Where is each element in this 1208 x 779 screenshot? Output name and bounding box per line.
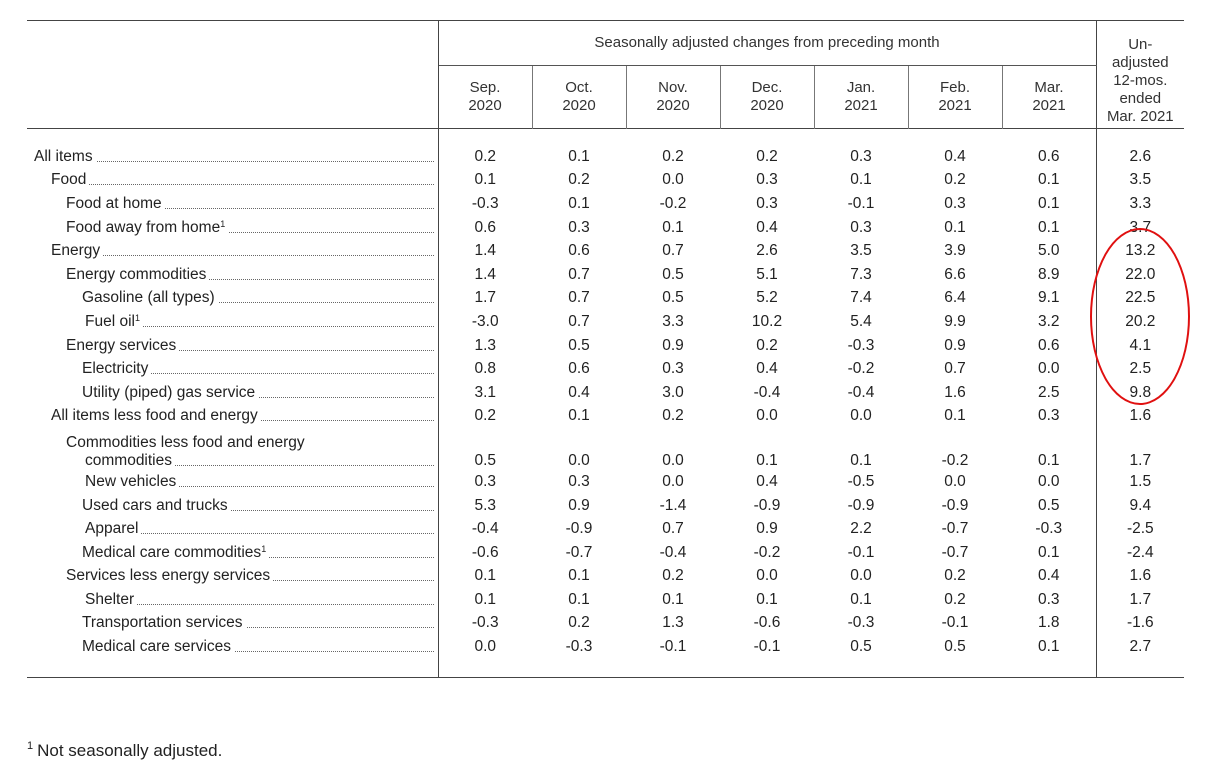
dot-leader	[51, 255, 434, 256]
row-label	[27, 239, 438, 263]
monthly-change-value: 0.1	[1037, 218, 1060, 236]
monthly-change-value: 0.1	[850, 590, 872, 608]
row-label	[27, 310, 438, 334]
monthly-change-value: 0.2	[568, 171, 590, 189]
footnote-ref: 1	[220, 218, 226, 229]
monthly-change-value: 0.1	[568, 407, 590, 425]
monthly-change-value: 0.7	[944, 360, 966, 378]
unadjusted-value: 9.4	[1096, 494, 1184, 518]
row-label	[27, 129, 438, 169]
month-header-month: Feb.	[939, 79, 970, 96]
monthly-change-value: 0.1	[1037, 194, 1060, 212]
monthly-change-value: 0.1	[756, 590, 778, 608]
row-label-text	[27, 452, 434, 470]
monthly-change-value: 0.5	[662, 265, 684, 283]
monthly-change-value: 0.1	[944, 407, 966, 425]
row-label	[27, 263, 438, 287]
unadjusted-value: -1.6	[1096, 612, 1184, 636]
row-label-text	[27, 544, 434, 562]
table-row	[27, 357, 1184, 381]
unadjusted-value: 22.0	[1096, 263, 1184, 287]
monthly-change-value: -0.9	[941, 496, 969, 514]
monthly-change-value: 0.1	[568, 590, 590, 608]
monthly-change-value: 0.0	[662, 171, 684, 189]
monthly-change-value: 0.3	[1037, 407, 1060, 425]
monthly-change-value: 3.5	[850, 242, 872, 260]
monthly-change-value: 0.7	[662, 242, 684, 260]
monthly-change-value: 0.2	[474, 147, 497, 165]
row-label-text	[27, 195, 434, 213]
monthly-change-value: 0.0	[1037, 472, 1060, 490]
monthly-change-value: 0.3	[568, 472, 590, 490]
unadjusted-header	[1096, 21, 1184, 129]
monthly-change-value: 0.9	[944, 336, 966, 354]
monthly-change-value: 0.7	[568, 312, 590, 330]
unadjusted-header-line: Un-	[1128, 36, 1153, 53]
row-label-name: Used cars and trucks	[82, 496, 228, 514]
monthly-change-value: -0.3	[565, 638, 593, 656]
unadjusted-header-line: adjusted	[1111, 54, 1169, 71]
monthly-change-value: 2.5	[1037, 383, 1060, 401]
monthly-change-value: -0.6	[753, 614, 781, 632]
monthly-change-value: 0.6	[1037, 147, 1060, 165]
monthly-change-value: -0.7	[941, 543, 969, 561]
monthly-change-value: 0.9	[568, 496, 590, 514]
monthly-change-value: 10.2	[751, 312, 783, 330]
monthly-change-value: 0.1	[568, 147, 590, 165]
row-label-name: Services less energy services	[66, 567, 271, 585]
monthly-change-value: -0.2	[847, 360, 875, 378]
monthly-change-value: -0.3	[471, 614, 499, 632]
row-label-text	[27, 171, 434, 189]
table-row	[27, 428, 1184, 470]
monthly-change-value: 0.0	[568, 452, 590, 470]
unadjusted-value: 1.7	[1096, 588, 1184, 612]
row-label-text	[27, 567, 434, 585]
monthly-change-value: 0.1	[944, 218, 966, 236]
table-row	[27, 381, 1184, 405]
month-header-year: 2020	[656, 97, 690, 114]
monthly-change-value: 0.1	[1037, 452, 1060, 470]
monthly-change-value: 0.9	[662, 336, 684, 354]
monthly-change-value: 0.6	[568, 242, 590, 260]
unadjusted-value: 13.2	[1096, 239, 1184, 263]
table-row	[27, 494, 1184, 518]
table-row	[27, 517, 1184, 541]
row-label	[27, 565, 438, 589]
monthly-change-value: -0.4	[659, 543, 687, 561]
monthly-change-value: -0.3	[1035, 520, 1063, 538]
row-label-text	[27, 289, 434, 307]
unadjusted-value: 1.7	[1096, 428, 1184, 470]
month-header	[720, 66, 814, 129]
monthly-change-value: 0.1	[474, 590, 497, 608]
monthly-change-value: 0.1	[1037, 171, 1060, 189]
monthly-change-value: 0.7	[568, 265, 590, 283]
row-label-text	[27, 384, 434, 402]
month-header-year: 2021	[1032, 97, 1066, 114]
table-row	[27, 263, 1184, 287]
month-header	[814, 66, 908, 129]
monthly-change-value: 0.3	[1037, 590, 1060, 608]
row-label	[27, 517, 438, 541]
row-label-name: Medical care commodities	[82, 543, 262, 561]
row-label	[27, 334, 438, 358]
monthly-change-value: 0.0	[944, 472, 966, 490]
monthly-change-value: -0.1	[847, 543, 875, 561]
row-label-text	[27, 148, 434, 166]
unadjusted-value: 22.5	[1096, 287, 1184, 311]
monthly-change-value: 0.3	[756, 171, 778, 189]
monthly-change-value: 0.5	[474, 452, 497, 470]
monthly-change-value: 8.9	[1037, 265, 1060, 283]
monthly-change-value: 0.4	[568, 383, 590, 401]
table-row	[27, 192, 1184, 216]
monthly-change-value: 1.4	[474, 242, 497, 260]
monthly-change-value: -3.0	[471, 312, 499, 330]
monthly-change-value: 0.5	[662, 289, 684, 307]
row-label-name: Energy	[51, 242, 101, 260]
monthly-change-value: -0.3	[471, 194, 499, 212]
row-label	[27, 588, 438, 612]
monthly-change-value: 0.8	[474, 360, 497, 378]
month-header-year: 2020	[750, 97, 784, 114]
monthly-change-value: 0.1	[850, 452, 872, 470]
month-header-year: 2021	[844, 97, 878, 114]
monthly-change-value: 1.4	[474, 265, 497, 283]
monthly-change-value: 0.4	[1037, 567, 1060, 585]
unadjusted-value: 2.7	[1096, 635, 1184, 677]
row-label	[27, 287, 438, 311]
monthly-change-value: 0.3	[756, 194, 778, 212]
monthly-change-value: -0.9	[753, 496, 781, 514]
month-header-year: 2020	[562, 97, 596, 114]
row-label-text	[27, 638, 434, 656]
unadjusted-header-line: Mar. 2021	[1106, 108, 1174, 125]
unadjusted-value: 2.5	[1096, 357, 1184, 381]
monthly-change-value: 0.4	[756, 218, 778, 236]
monthly-change-value: -0.2	[753, 543, 781, 561]
monthly-change-value: 0.2	[944, 567, 966, 585]
monthly-change-value: 0.3	[568, 218, 590, 236]
table-row	[27, 287, 1184, 311]
monthly-change-value: 0.1	[662, 590, 684, 608]
table-row	[27, 541, 1184, 565]
monthly-change-value: 1.7	[474, 289, 497, 307]
monthly-change-value: 0.0	[756, 567, 778, 585]
monthly-change-value: 0.1	[850, 171, 872, 189]
row-label-text	[27, 242, 434, 260]
monthly-change-value: 0.2	[756, 336, 778, 354]
monthly-change-value: 5.1	[756, 265, 778, 283]
table-row	[27, 635, 1184, 677]
monthly-change-value: -0.4	[847, 383, 875, 401]
table-row	[27, 310, 1184, 334]
monthly-change-value: 0.0	[474, 638, 497, 656]
row-label-name: Energy commodities	[66, 265, 207, 283]
monthly-change-value: -0.1	[753, 638, 781, 656]
month-header-month: Dec.	[751, 79, 783, 96]
row-label	[27, 428, 438, 470]
table-row	[27, 612, 1184, 636]
table-row	[27, 565, 1184, 589]
row-label-text	[27, 337, 434, 355]
footnote-ref: 1	[261, 543, 267, 554]
monthly-change-value: -0.1	[847, 194, 875, 212]
row-label-name: Utility (piped) gas service	[82, 383, 256, 401]
monthly-change-value: 0.2	[756, 147, 778, 165]
monthly-change-value: 6.4	[944, 289, 966, 307]
row-label-text	[27, 360, 434, 378]
table-row	[27, 169, 1184, 193]
row-label-name: Medical care services	[82, 638, 232, 656]
row-label	[27, 405, 438, 429]
monthly-change-value: 0.1	[474, 567, 497, 585]
monthly-change-value: -0.6	[471, 543, 499, 561]
row-label	[27, 381, 438, 405]
unadjusted-header-line: ended	[1119, 90, 1162, 107]
monthly-change-value: 0.5	[944, 638, 966, 656]
monthly-change-value: 0.6	[1037, 336, 1060, 354]
monthly-change-value: 0.3	[850, 147, 872, 165]
unadjusted-value: 1.6	[1096, 405, 1184, 429]
row-label-name: Transportation services	[82, 614, 243, 632]
monthly-change-value: 1.8	[1037, 614, 1060, 632]
monthly-change-value: 0.3	[944, 194, 966, 212]
row-label-name: Food at home	[66, 194, 162, 212]
unadjusted-value: 3.7	[1096, 216, 1184, 240]
monthly-change-value: 0.0	[850, 407, 872, 425]
monthly-change-value: 0.1	[474, 171, 497, 189]
month-header-month: Sep.	[469, 79, 501, 96]
unadjusted-value: 1.6	[1096, 565, 1184, 589]
row-label	[27, 470, 438, 494]
monthly-change-value: 1.6	[944, 383, 966, 401]
row-label-name: New vehicles	[85, 472, 177, 490]
row-label-text	[27, 407, 434, 425]
monthly-change-value: 0.1	[568, 194, 590, 212]
table-body	[27, 129, 1184, 678]
row-label	[27, 541, 438, 565]
monthly-change-value: 5.0	[1037, 242, 1060, 260]
monthly-change-value: 3.0	[662, 383, 684, 401]
monthly-change-value: -0.4	[471, 520, 499, 538]
monthly-change-value: -1.4	[659, 496, 687, 514]
monthly-change-value: 0.9	[756, 520, 778, 538]
monthly-change-value: -0.9	[847, 496, 875, 514]
monthly-change-value: 0.1	[568, 567, 590, 585]
dot-leader	[85, 604, 434, 605]
table-row	[27, 216, 1184, 240]
month-header	[908, 66, 1002, 129]
row-label	[27, 635, 438, 677]
unadjusted-value: 9.8	[1096, 381, 1184, 405]
monthly-change-value: 3.1	[474, 383, 497, 401]
row-label-name: Food away from home	[66, 218, 221, 236]
month-header-month: Oct.	[565, 79, 593, 96]
row-label-text	[27, 497, 434, 515]
table-header	[27, 21, 1184, 129]
unadjusted-header-line: 12-mos.	[1113, 72, 1168, 89]
monthly-change-value: -0.4	[753, 383, 781, 401]
row-label	[27, 494, 438, 518]
unadjusted-value: 3.3	[1096, 192, 1184, 216]
monthly-change-value: 0.3	[474, 472, 497, 490]
unadjusted-value: -2.4	[1096, 541, 1184, 565]
monthly-change-value: 0.0	[850, 567, 872, 585]
monthly-change-value: 7.3	[850, 265, 872, 283]
monthly-change-value: 7.4	[850, 289, 872, 307]
cpi-change-table	[27, 20, 1184, 678]
monthly-change-value: 0.5	[568, 336, 590, 354]
monthly-change-value: -0.5	[847, 472, 875, 490]
monthly-change-value: 0.6	[568, 360, 590, 378]
label-column-header	[27, 21, 438, 129]
monthly-change-value: 0.1	[662, 218, 684, 236]
monthly-change-value: 0.5	[1037, 496, 1060, 514]
monthly-change-value: 3.3	[662, 312, 684, 330]
month-header-year: 2021	[938, 97, 972, 114]
monthly-change-value: 0.4	[944, 147, 966, 165]
month-header-month: Mar.	[1034, 79, 1064, 96]
monthly-change-value: 2.6	[756, 242, 778, 260]
monthly-change-value: -0.3	[847, 614, 875, 632]
monthly-change-value: 0.2	[662, 147, 684, 165]
monthly-change-value: 0.0	[756, 407, 778, 425]
monthly-change-value: 5.3	[474, 496, 497, 514]
monthly-change-value: 9.1	[1037, 289, 1060, 307]
row-label	[27, 169, 438, 193]
unadjusted-value: 2.6	[1096, 129, 1184, 169]
table-row	[27, 334, 1184, 358]
monthly-change-value: 0.3	[850, 218, 872, 236]
month-header-month: Jan.	[846, 79, 876, 96]
footnote	[27, 741, 222, 761]
monthly-change-value: 0.1	[756, 452, 778, 470]
monthly-change-value: -0.7	[941, 520, 969, 538]
seasonally-adjusted-header: Seasonally adjusted changes from preceding month	[438, 21, 1096, 66]
row-label-name: Shelter	[85, 590, 135, 608]
row-label	[27, 612, 438, 636]
table-row	[27, 588, 1184, 612]
row-label-name: Electricity	[82, 360, 149, 378]
monthly-change-value: 5.2	[756, 289, 778, 307]
row-label-text	[27, 520, 434, 538]
monthly-change-value: 1.3	[662, 614, 684, 632]
monthly-change-value: 9.9	[944, 312, 966, 330]
row-label-text	[27, 219, 434, 237]
monthly-change-value: 0.0	[1037, 360, 1060, 378]
table-row	[27, 405, 1184, 429]
monthly-change-value: 0.2	[568, 614, 590, 632]
row-label-name: Energy services	[66, 336, 177, 354]
monthly-change-value: 0.2	[662, 407, 684, 425]
monthly-change-value: -0.3	[847, 336, 875, 354]
monthly-change-value: 0.2	[474, 407, 497, 425]
row-label-text	[27, 591, 434, 609]
month-header	[1002, 66, 1096, 129]
monthly-change-value: 0.4	[756, 472, 778, 490]
monthly-change-value: 1.3	[474, 336, 497, 354]
row-label-name: Food	[51, 171, 87, 189]
monthly-change-value: 0.0	[662, 472, 684, 490]
table-row	[27, 470, 1184, 494]
monthly-change-value: 5.4	[850, 312, 872, 330]
monthly-change-value: 6.6	[944, 265, 966, 283]
monthly-change-value: 0.0	[662, 452, 684, 470]
monthly-change-value: -0.7	[565, 543, 593, 561]
monthly-change-value: -0.1	[659, 638, 687, 656]
row-label	[27, 216, 438, 240]
row-label-name: Fuel oil	[85, 312, 135, 330]
dot-leader	[51, 184, 434, 185]
monthly-change-value: -0.2	[941, 452, 969, 470]
monthly-change-value: 3.9	[944, 242, 966, 260]
unadjusted-value: 1.5	[1096, 470, 1184, 494]
monthly-change-value: 0.6	[474, 218, 497, 236]
row-label-text	[27, 266, 434, 284]
monthly-change-value: 0.5	[850, 638, 872, 656]
row-label-name: All items	[34, 147, 93, 165]
table-row	[27, 129, 1184, 169]
row-label-line1: Commodities less food and energy	[66, 434, 305, 452]
row-label-text	[27, 473, 434, 491]
month-header-month: Nov.	[658, 79, 688, 96]
monthly-change-value: 0.3	[662, 360, 684, 378]
row-label	[27, 192, 438, 216]
monthly-change-value: 0.1	[1037, 638, 1060, 656]
monthly-change-value: 0.7	[662, 520, 684, 538]
monthly-change-value: -0.9	[565, 520, 593, 538]
unadjusted-value: 3.5	[1096, 169, 1184, 193]
month-header	[438, 66, 532, 129]
monthly-change-value: -0.2	[659, 194, 687, 212]
monthly-change-value: 0.1	[1037, 543, 1060, 561]
row-label-name: Apparel	[85, 520, 139, 538]
month-header	[626, 66, 720, 129]
monthly-change-value: 0.2	[944, 590, 966, 608]
row-label-text	[27, 614, 434, 632]
row-label-text	[27, 313, 434, 331]
monthly-change-value: 3.2	[1037, 312, 1060, 330]
row-label	[27, 357, 438, 381]
row-label-name: commodities	[85, 452, 172, 470]
monthly-change-value: 0.7	[568, 289, 590, 307]
table-row	[27, 239, 1184, 263]
row-label-name: All items less food and energy	[51, 407, 258, 425]
month-header	[532, 66, 626, 129]
month-header-year: 2020	[468, 97, 502, 114]
monthly-change-value: -0.1	[941, 614, 969, 632]
monthly-change-value: 0.2	[944, 171, 966, 189]
unadjusted-value: -2.5	[1096, 517, 1184, 541]
unadjusted-value: 20.2	[1096, 310, 1184, 334]
monthly-change-value: 0.2	[662, 567, 684, 585]
footnote-ref: 1	[134, 312, 140, 323]
footnote-marker: 1	[27, 740, 34, 752]
row-label-name: Gasoline (all types)	[82, 289, 215, 307]
footnote-text: Not seasonally adjusted.	[37, 741, 223, 760]
monthly-change-value: 0.4	[756, 360, 778, 378]
unadjusted-value: 4.1	[1096, 334, 1184, 358]
monthly-change-value: 2.2	[850, 520, 872, 538]
